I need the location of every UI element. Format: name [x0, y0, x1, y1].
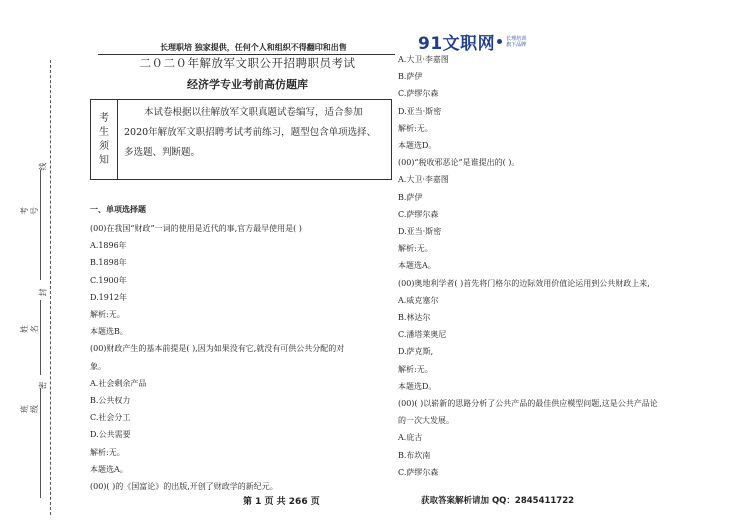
exam-title: 二０二０年解放军文职公开招聘职员考试	[139, 56, 356, 70]
instructions-text: 本试卷根据以往解放军文职真题试卷编写，适合参加2020年解放军文职招聘考试考前练习，题型包含单项选择、多选题、判断题。	[124, 107, 377, 158]
question-line-cont: 象。	[90, 361, 106, 371]
option-line: B.林达尔	[398, 313, 431, 323]
binding-solid-line-1	[40, 170, 41, 280]
option-line: A.庇古	[398, 433, 423, 443]
binding-dashed-line	[50, 60, 51, 515]
option-line: C.1900年	[90, 275, 127, 285]
left-column	[90, 220, 395, 495]
binding-label-xingming: 姓名	[20, 325, 39, 333]
instructions-label	[91, 100, 118, 179]
option-line: A.大卫·李嘉图	[398, 55, 449, 64]
option-line: C.社会分工	[90, 413, 131, 423]
right-column	[398, 51, 720, 481]
question-line: (00)( )的《国富论》的出版,开创了财政学的新纪元。	[90, 482, 278, 492]
section-title: 一、单项选择题	[90, 205, 146, 214]
analysis-line: 解析:无。	[90, 310, 125, 320]
answer-line: 本题选D。	[398, 381, 437, 391]
analysis-line: 解析:无。	[398, 123, 433, 133]
answer-line: 本题选A。	[398, 261, 436, 271]
binding-solid-line-3	[40, 388, 41, 498]
binding-solid-line-2	[40, 300, 41, 375]
answer-line: 本题选A。	[90, 464, 128, 474]
analysis-line: 解析:无。	[398, 244, 433, 254]
option-line: A.威克塞尔	[398, 295, 439, 305]
binding-char-feng: 封	[38, 288, 48, 297]
option-line: A.1896年	[90, 241, 127, 251]
binding-char-xian: 线	[38, 162, 48, 171]
option-line: A.大卫·李嘉图	[398, 175, 449, 185]
option-line: C.萨缪尔森	[398, 467, 439, 477]
option-line: D.1912年	[90, 292, 128, 302]
analysis-line: 解析:无。	[90, 447, 125, 457]
option-line: B.布坎南	[398, 450, 431, 460]
logo-sub-line-1: 长理培训	[506, 35, 527, 42]
exam-subtitle: 经济学专业考前高仿题库	[187, 78, 308, 91]
question-line: (00)“税收邪恶论”是谁提出的( )。	[398, 158, 520, 168]
page-number: 第 1 页 共 266 页	[243, 497, 320, 507]
option-line: D.亚当·斯密	[398, 106, 442, 116]
instructions-box	[90, 99, 392, 180]
analysis-line: 解析:无。	[398, 364, 433, 374]
question-line: (00)奥地利学者( )首先将门格尔的边际效用价值论运用到公共财政上来,	[398, 278, 650, 288]
answer-line: 本题选D。	[398, 141, 437, 151]
option-line: B.1898年	[90, 258, 127, 268]
logo-dot-icon	[497, 39, 502, 44]
option-line: B.萨伊	[398, 192, 423, 202]
answer-line: 本题选B。	[90, 327, 128, 337]
binding-char-mi: 密	[38, 381, 48, 390]
question-line-cont: 的一次大发展。	[398, 416, 454, 426]
option-line: A.社会剩余产品	[90, 378, 147, 388]
logo-text: 91文职网	[418, 34, 496, 54]
option-line: D.萨克斯,	[398, 347, 434, 357]
logo-subtext	[506, 36, 526, 48]
binding-label-banji: 班级	[20, 405, 39, 413]
option-line: D.公共需要	[90, 430, 131, 440]
option-line: C.萨缪尔森	[398, 89, 439, 99]
logo-sub-line-2: 旗下品牌	[506, 41, 527, 48]
question-line: (00)( )以崭新的思路分析了公共产品的最佳供应模型问题,这是公共产品论	[398, 399, 658, 409]
header-notice: 长理职培 独家提供，任何个人和组织不得翻印和出售	[160, 43, 347, 52]
option-line: B.公共权力	[90, 396, 131, 406]
option-line: D.亚当·斯密	[398, 227, 442, 237]
option-line: B.萨伊	[398, 72, 423, 82]
option-line: C.萨缪尔森	[398, 209, 439, 219]
instructions-label-text: 考生须知	[99, 112, 109, 166]
option-line: C.潘塔莱奥尼	[398, 330, 447, 340]
binding-label-kaohao: 考号	[20, 207, 39, 215]
question-line: (00)在我国“财政”一词的使用是近代的事,官方最早使用是( )	[90, 224, 302, 233]
answer-contact: 获取答案解析请加 QQ：2845411722	[421, 496, 575, 506]
question-line: (00)财政产生的基本前提是( ),因为如果没有它,就没有可供公共分配的对	[90, 344, 345, 354]
